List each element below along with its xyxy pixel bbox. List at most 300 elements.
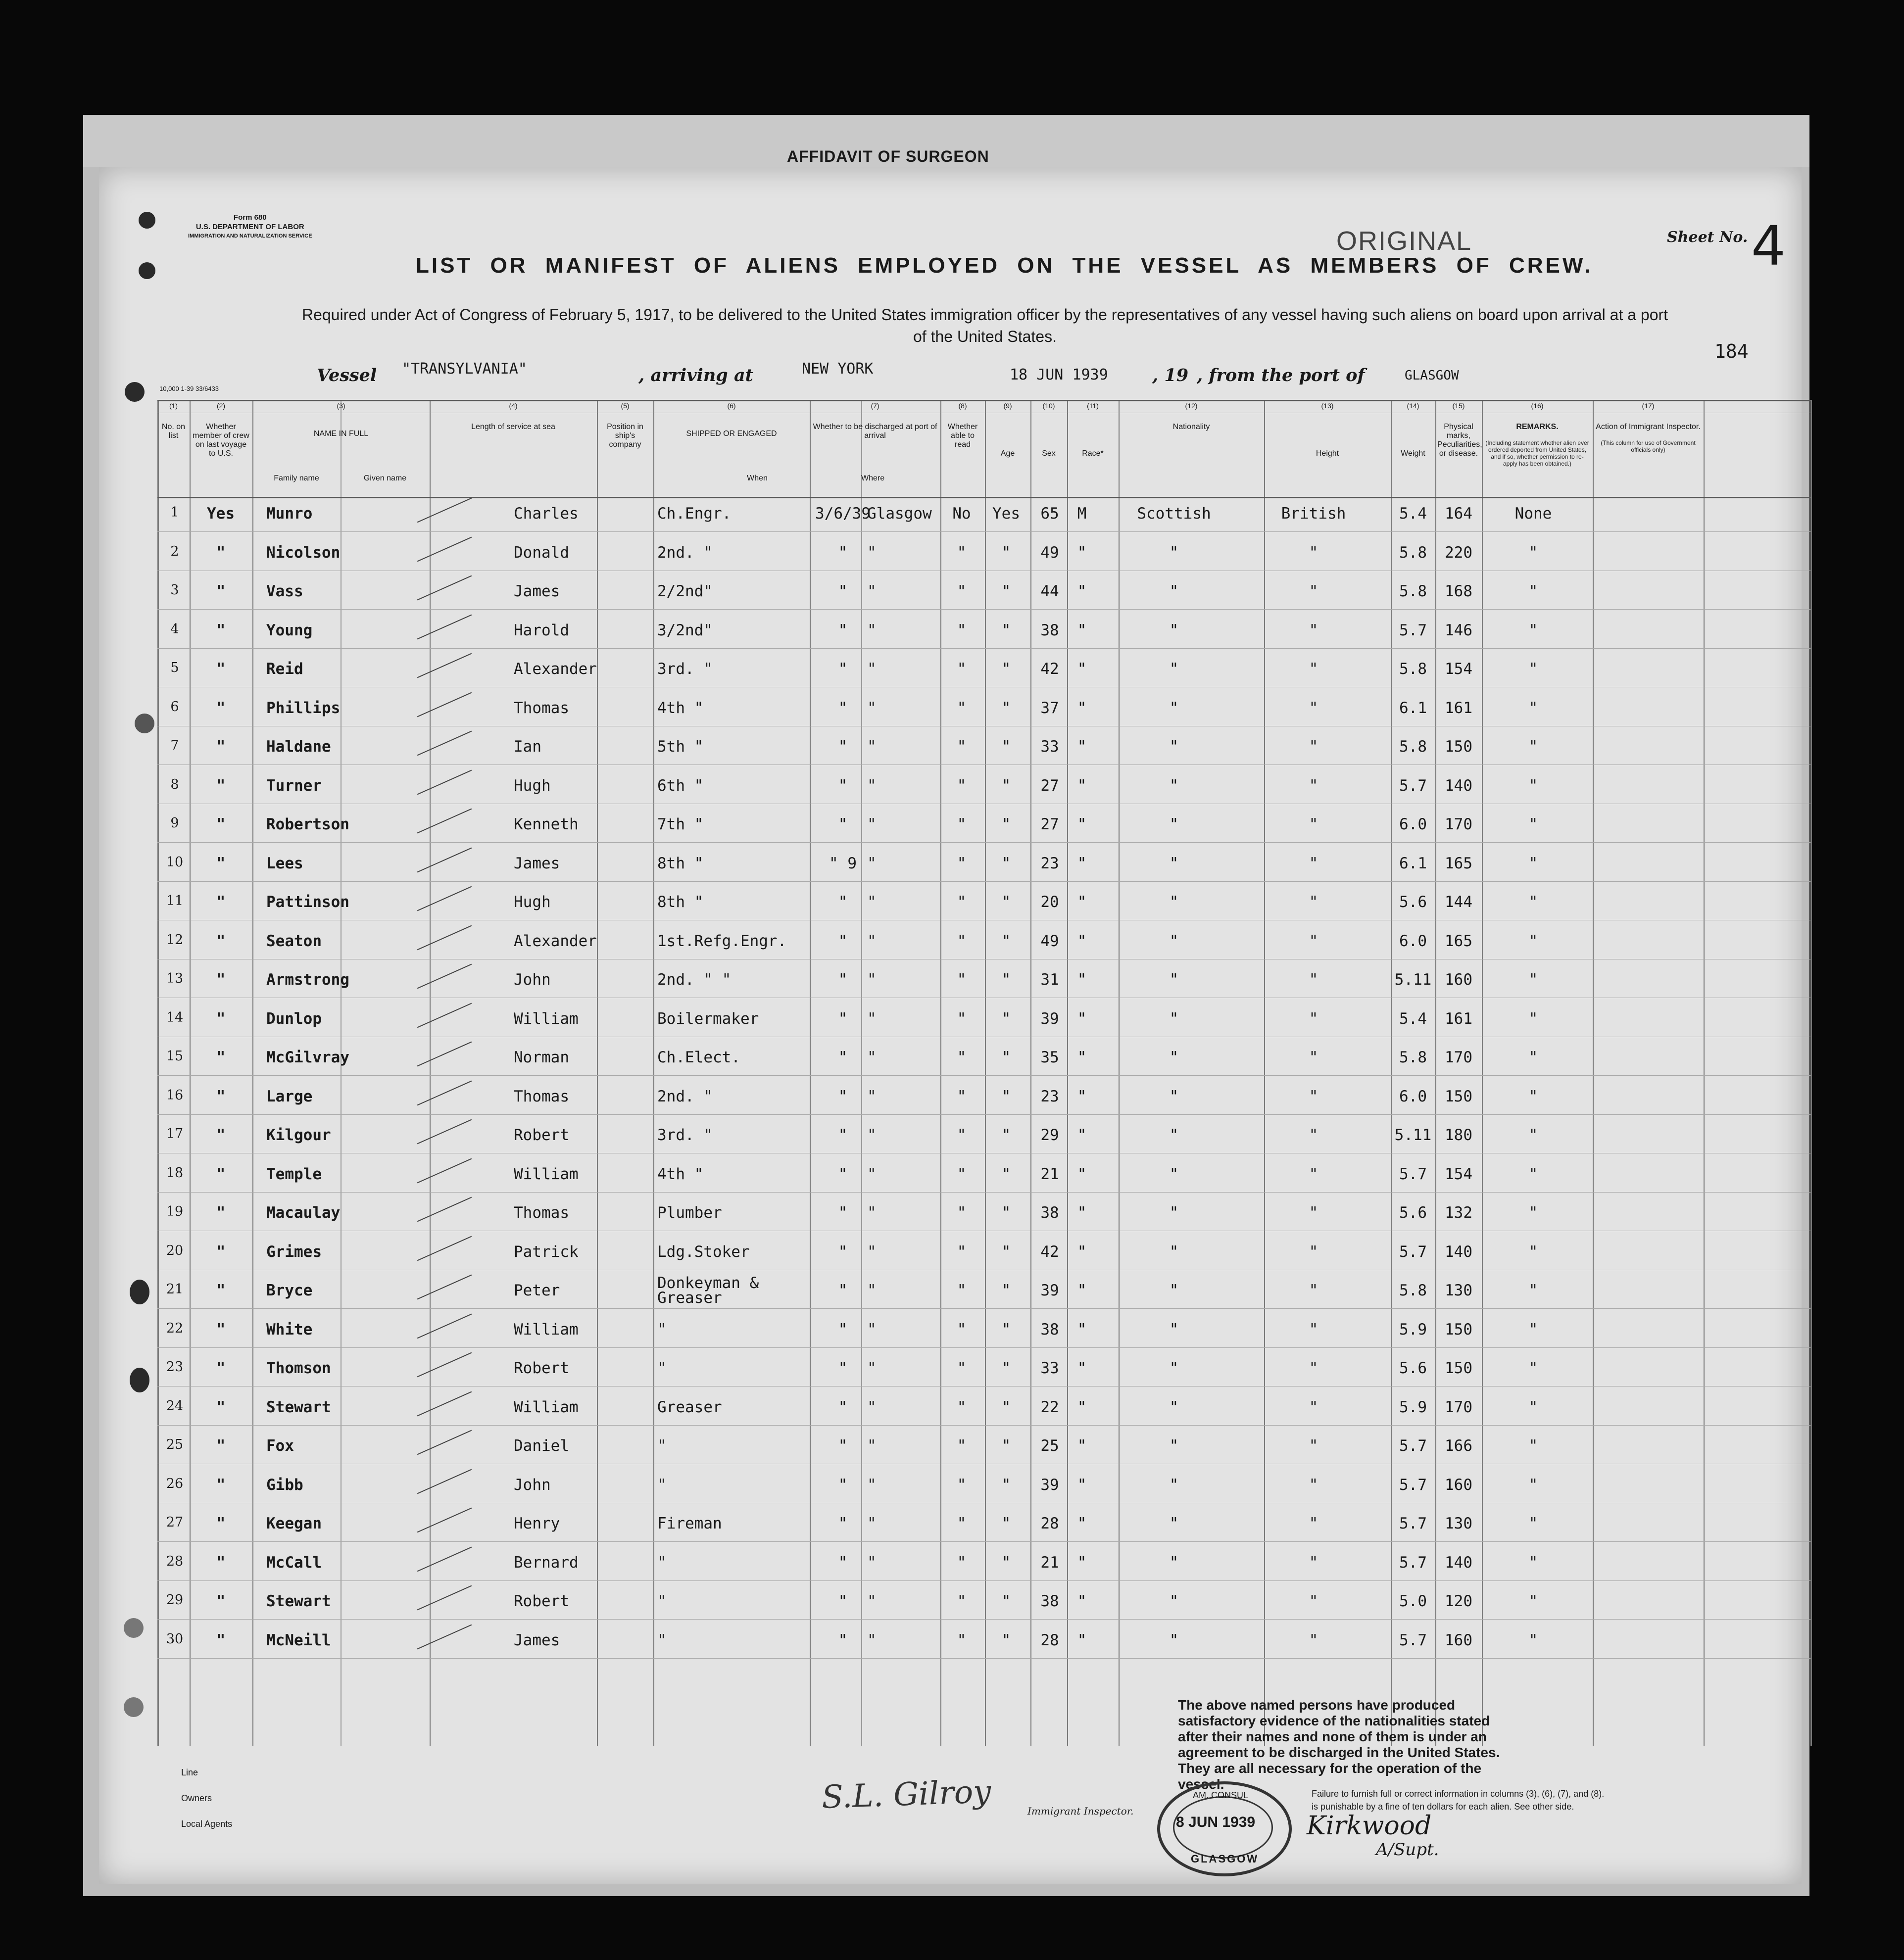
cell-race: Scottish bbox=[1137, 505, 1211, 523]
cell-when: " bbox=[838, 1009, 848, 1028]
cell-marks: " bbox=[1528, 1359, 1538, 1377]
page-subtitle: Required under Act of Congress of February 5, 1917, to be delivered to the United States immigration officer by the representatives of any vessel having such aliens on board upon arrival at a port of the United States. bbox=[301, 306, 1668, 345]
cell-given: Thomas bbox=[514, 1087, 569, 1105]
column-note: (Including statement whether alien ever ordered deported from United States, and if so, whether permission to re-apply has been obtained.) bbox=[1485, 439, 1589, 467]
column-header: Weight bbox=[1401, 449, 1425, 458]
cell-age: 42 bbox=[1040, 1243, 1059, 1261]
cell-given: James bbox=[514, 1631, 560, 1649]
binder-hole bbox=[139, 262, 155, 279]
cell-read: " bbox=[1001, 1165, 1011, 1183]
cell-no: 4 bbox=[170, 621, 179, 637]
row-rule bbox=[157, 1541, 1810, 1542]
cell-position: 8th " bbox=[657, 893, 704, 911]
cell-height: 5.7 bbox=[1399, 1437, 1427, 1455]
cell-last: " bbox=[216, 1553, 226, 1572]
arriving-port: NEW YORK bbox=[802, 360, 874, 378]
cell-weight: 140 bbox=[1445, 776, 1472, 795]
row-rule bbox=[157, 1580, 1810, 1581]
service-name: IMMIGRATION AND NATURALIZATION SERVICE bbox=[188, 233, 312, 239]
cell-nat: " bbox=[1309, 1243, 1318, 1261]
cell-given: William bbox=[514, 1320, 579, 1339]
vessel-label: Vessel bbox=[317, 365, 377, 385]
cell-age: 38 bbox=[1040, 1320, 1059, 1339]
column-number: (9) bbox=[1003, 402, 1012, 410]
superintendent-title: A/Supt. bbox=[1376, 1840, 1439, 1860]
cell-where: " bbox=[867, 699, 877, 717]
column-number: (11) bbox=[1087, 402, 1099, 410]
cell-no: 19 bbox=[166, 1204, 184, 1219]
cell-position: " bbox=[657, 1359, 667, 1377]
cell-race: " bbox=[1169, 1359, 1179, 1377]
cell-sex: " bbox=[1077, 971, 1087, 989]
year-label: , 19 bbox=[1152, 365, 1189, 385]
cell-nat: " bbox=[1309, 1049, 1318, 1066]
cell-age: 39 bbox=[1040, 1009, 1059, 1028]
cell-family: Turner bbox=[266, 776, 322, 795]
cell-age: 21 bbox=[1040, 1553, 1059, 1572]
column-header: Race* bbox=[1082, 449, 1104, 458]
column-number: (10) bbox=[1042, 402, 1055, 410]
cell-sex: " bbox=[1077, 1087, 1087, 1105]
cell-last: " bbox=[216, 932, 226, 950]
cell-position: Greaser bbox=[657, 1398, 722, 1416]
cell-marks: " bbox=[1528, 1126, 1538, 1144]
column-header: Height bbox=[1316, 449, 1339, 458]
cell-when: " bbox=[838, 893, 848, 911]
cell-position: Donkeyman & Greaser bbox=[657, 1274, 759, 1307]
cell-last: " bbox=[216, 854, 226, 872]
cell-position: 3rd. " bbox=[657, 660, 713, 678]
cell-read: " bbox=[1001, 1320, 1011, 1339]
row-rule bbox=[157, 531, 1810, 532]
cell-position: 2/2nd" bbox=[657, 582, 713, 600]
cell-race: " bbox=[1169, 815, 1179, 833]
cell-marks: " bbox=[1528, 815, 1538, 833]
cell-no: 30 bbox=[166, 1631, 184, 1647]
cell-sex: " bbox=[1077, 582, 1087, 600]
cell-where: " bbox=[867, 776, 877, 795]
arriving-label: , arriving at bbox=[638, 365, 753, 385]
cell-family: Kilgour bbox=[266, 1126, 331, 1144]
cell-weight: 140 bbox=[1445, 1553, 1472, 1572]
cell-last: " bbox=[216, 1437, 226, 1455]
binder-hole bbox=[125, 382, 145, 402]
cell-read: " bbox=[1001, 1359, 1011, 1377]
cell-given: Daniel bbox=[514, 1437, 569, 1455]
stamp-date: 8 JUN 1939 bbox=[1176, 1814, 1256, 1830]
cell-read: " bbox=[1001, 1243, 1011, 1261]
cell-age: 38 bbox=[1040, 621, 1059, 639]
affirmation-text: The above named persons have produced satisfactory evidence of the nationalities stated after their names and none of them is under an agreement to be discharged in the United States. They are all necessary for the operation of the vessel. bbox=[1178, 1697, 1500, 1792]
cell-family: Vass bbox=[266, 582, 303, 600]
cell-when: " bbox=[838, 776, 848, 795]
cell-no: 6 bbox=[170, 699, 179, 715]
cell-family: McCall bbox=[266, 1553, 322, 1572]
cell-given: Thomas bbox=[514, 699, 569, 717]
cell-race: " bbox=[1169, 1592, 1179, 1610]
cell-last: " bbox=[216, 1476, 226, 1494]
cell-position: 6th " bbox=[657, 776, 704, 795]
cell-marks: " bbox=[1528, 776, 1538, 795]
column-header: NAME IN FULL bbox=[313, 430, 369, 438]
cell-nat: " bbox=[1309, 815, 1318, 833]
arrival-date: 18 JUN 1939 bbox=[1010, 366, 1108, 383]
cell-sex: " bbox=[1077, 1204, 1087, 1222]
cell-age: 27 bbox=[1040, 815, 1059, 833]
cell-weight: 144 bbox=[1445, 893, 1472, 911]
cell-height: 5.9 bbox=[1399, 1320, 1427, 1339]
column-note: (This column for use of Government officials only) bbox=[1601, 439, 1696, 453]
cell-age: 31 bbox=[1040, 971, 1059, 989]
cell-age: 42 bbox=[1040, 660, 1059, 678]
cell-family: Macaulay bbox=[266, 1204, 341, 1222]
cell-last: " bbox=[216, 1631, 226, 1649]
cell-read: " bbox=[1001, 854, 1011, 872]
cell-age: 33 bbox=[1040, 1359, 1059, 1377]
cell-family: McNeill bbox=[266, 1631, 331, 1649]
cell-weight: 161 bbox=[1445, 699, 1472, 717]
penalty-notice bbox=[1312, 1787, 1604, 1813]
cell-race: " bbox=[1169, 738, 1179, 756]
cell-position: 2nd. " bbox=[657, 1087, 713, 1105]
cell-dis: " bbox=[957, 932, 967, 950]
cell-read: " bbox=[1001, 621, 1011, 639]
cell-marks: " bbox=[1528, 932, 1538, 950]
owners-label: Owners bbox=[181, 1793, 212, 1803]
cell-dis: " bbox=[957, 1165, 967, 1183]
superintendent-signature: Kirkwood bbox=[1307, 1811, 1432, 1841]
cell-when: " bbox=[838, 1165, 848, 1183]
cell-where: " bbox=[867, 1243, 877, 1261]
cell-nat: " bbox=[1309, 1398, 1318, 1416]
cell-last: " bbox=[216, 738, 226, 756]
cell-race: " bbox=[1169, 1437, 1179, 1455]
cell-race: " bbox=[1169, 1553, 1179, 1572]
cell-dis: " bbox=[957, 1049, 967, 1066]
cell-weight: 170 bbox=[1445, 1049, 1472, 1066]
row-rule bbox=[157, 648, 1810, 649]
cell-nat: " bbox=[1309, 660, 1318, 678]
cell-no: 8 bbox=[170, 776, 179, 792]
cell-read: " bbox=[1001, 1515, 1011, 1532]
cell-sex: " bbox=[1077, 1009, 1087, 1028]
cell-weight: 132 bbox=[1445, 1204, 1472, 1222]
binder-hole bbox=[130, 1280, 149, 1304]
cell-race: " bbox=[1169, 1476, 1179, 1494]
cell-marks: " bbox=[1528, 1437, 1538, 1455]
cell-last: " bbox=[216, 1398, 226, 1416]
cell-no: 29 bbox=[166, 1592, 184, 1608]
cell-weight: 130 bbox=[1445, 1282, 1472, 1299]
cell-given: Thomas bbox=[514, 1204, 569, 1222]
cell-no: 24 bbox=[166, 1398, 184, 1414]
cell-nat: " bbox=[1309, 621, 1318, 639]
cell-height: 6.1 bbox=[1399, 699, 1427, 717]
cell-race: " bbox=[1169, 660, 1179, 678]
cell-where: " bbox=[867, 1049, 877, 1066]
cell-dis: No bbox=[952, 505, 971, 523]
cell-position: " bbox=[657, 1476, 667, 1494]
cell-dis: " bbox=[957, 1320, 967, 1339]
cell-marks: " bbox=[1528, 543, 1538, 562]
cell-race: " bbox=[1169, 1398, 1179, 1416]
cell-position: 1st.Refg.Engr. bbox=[657, 932, 787, 950]
sheet-no-label: Sheet No. bbox=[1667, 229, 1748, 246]
cell-weight: 150 bbox=[1445, 1320, 1472, 1339]
shipped-subdivider bbox=[861, 400, 862, 1746]
cell-given: Henry bbox=[514, 1515, 560, 1532]
cell-family: Grimes bbox=[266, 1243, 322, 1261]
cell-age: 49 bbox=[1040, 543, 1059, 562]
cell-last: " bbox=[216, 776, 226, 795]
binder-hole bbox=[139, 212, 155, 229]
cell-weight: 220 bbox=[1445, 543, 1472, 562]
cell-dis: " bbox=[957, 1631, 967, 1649]
column-header: Action of Immigrant Inspector. bbox=[1596, 423, 1701, 431]
cell-nat: " bbox=[1309, 1476, 1318, 1494]
cell-read: " bbox=[1001, 1592, 1011, 1610]
cell-given: John bbox=[514, 1476, 551, 1494]
cell-read: " bbox=[1001, 1204, 1011, 1222]
column-header: Position in ship's company bbox=[607, 423, 643, 449]
column-subheader: When bbox=[747, 474, 768, 482]
cell-where: " bbox=[867, 854, 877, 872]
cell-nat: " bbox=[1309, 1009, 1318, 1028]
cell-given: Peter bbox=[514, 1282, 560, 1299]
cell-race: " bbox=[1169, 971, 1179, 989]
cell-last: " bbox=[216, 582, 226, 600]
cell-given: Donald bbox=[514, 543, 569, 562]
column-number: (8) bbox=[958, 402, 967, 410]
column-rule bbox=[190, 400, 191, 1746]
cell-last: " bbox=[216, 1165, 226, 1183]
row-rule bbox=[157, 1658, 1810, 1659]
cell-nat: " bbox=[1309, 971, 1318, 989]
cell-when: " bbox=[838, 1087, 848, 1105]
cell-height: 5.6 bbox=[1399, 1204, 1427, 1222]
cell-family: Seaton bbox=[266, 932, 322, 950]
row-rule bbox=[157, 881, 1810, 882]
department-name: U.S. DEPARTMENT OF LABOR bbox=[195, 223, 304, 231]
cell-weight: 161 bbox=[1445, 1009, 1472, 1028]
cell-when: " bbox=[838, 1398, 848, 1416]
cell-read: Yes bbox=[992, 505, 1020, 523]
column-number: (3) bbox=[337, 402, 345, 410]
cell-race: " bbox=[1169, 1165, 1179, 1183]
cell-family: Armstrong bbox=[266, 971, 349, 989]
column-header: No. on list bbox=[161, 423, 186, 440]
cell-race: " bbox=[1169, 621, 1179, 639]
cell-age: 39 bbox=[1040, 1476, 1059, 1494]
row-rule bbox=[157, 1425, 1810, 1426]
cell-sex: " bbox=[1077, 1398, 1087, 1416]
binder-hole bbox=[130, 1368, 149, 1392]
cell-nat: " bbox=[1309, 1087, 1318, 1105]
cell-read: " bbox=[1001, 815, 1011, 833]
cell-weight: 160 bbox=[1445, 1476, 1472, 1494]
column-rule bbox=[1435, 400, 1436, 1746]
cell-where: " bbox=[867, 621, 877, 639]
cell-read: " bbox=[1001, 1009, 1011, 1028]
cell-height: 5.8 bbox=[1399, 660, 1427, 678]
cell-sex: " bbox=[1077, 815, 1087, 833]
cell-last: " bbox=[216, 1359, 226, 1377]
column-rule bbox=[1482, 400, 1483, 1746]
cell-weight: 170 bbox=[1445, 1398, 1472, 1416]
cell-marks: " bbox=[1528, 854, 1538, 872]
cell-family: Thomson bbox=[266, 1359, 331, 1377]
column-subheader: Family name bbox=[274, 474, 319, 482]
cell-read: " bbox=[1001, 971, 1011, 989]
cell-given: Hugh bbox=[514, 893, 551, 911]
column-header: REMARKS. bbox=[1516, 423, 1559, 431]
cell-given: Alexander bbox=[514, 932, 597, 950]
cell-last: " bbox=[216, 1087, 226, 1105]
cell-no: 16 bbox=[166, 1087, 184, 1103]
inspector-signature: S.L. Gilroy bbox=[821, 1773, 992, 1816]
cell-age: 25 bbox=[1040, 1437, 1059, 1455]
stamp-city: GLASGOW bbox=[1191, 1853, 1259, 1865]
stamp-top-text: AM. CONSUL bbox=[1193, 1790, 1249, 1800]
cell-where: " bbox=[867, 893, 877, 911]
from-label: , from the port of bbox=[1197, 365, 1365, 385]
cell-position: Ldg.Stoker bbox=[657, 1243, 750, 1261]
cell-when: " 9 bbox=[829, 854, 857, 872]
row-rule bbox=[157, 842, 1810, 843]
cell-when: " bbox=[838, 699, 848, 717]
cell-given: Charles bbox=[514, 505, 579, 523]
cell-dis: " bbox=[957, 699, 967, 717]
cell-nat: " bbox=[1309, 1631, 1318, 1649]
cell-no: 17 bbox=[166, 1126, 184, 1142]
cell-age: 23 bbox=[1040, 1087, 1059, 1105]
cell-where: " bbox=[867, 1515, 877, 1532]
cell-height: 5.8 bbox=[1399, 1049, 1427, 1066]
cell-nat: " bbox=[1309, 699, 1318, 717]
row-rule bbox=[157, 1075, 1810, 1076]
cell-sex: " bbox=[1077, 1126, 1087, 1144]
form-number: Form 680 bbox=[233, 213, 267, 222]
cell-position: 2nd. " bbox=[657, 543, 713, 562]
cell-given: John bbox=[514, 971, 551, 989]
cell-last: " bbox=[216, 660, 226, 678]
binder-hole bbox=[124, 1618, 144, 1638]
cell-height: 5.7 bbox=[1399, 621, 1427, 639]
cell-nat: " bbox=[1309, 1165, 1318, 1183]
cell-last: " bbox=[216, 1204, 226, 1222]
cell-no: 27 bbox=[166, 1515, 184, 1530]
cell-given: Harold bbox=[514, 621, 569, 639]
cell-weight: 170 bbox=[1445, 815, 1472, 833]
cell-when: " bbox=[838, 1243, 848, 1261]
cell-read: " bbox=[1001, 1126, 1011, 1144]
cell-nat: " bbox=[1309, 893, 1318, 911]
cell-position: 7th " bbox=[657, 815, 704, 833]
cell-height: 6.0 bbox=[1399, 815, 1427, 833]
cell-race: " bbox=[1169, 1631, 1179, 1649]
cell-family: Bryce bbox=[266, 1282, 313, 1299]
cell-nat: " bbox=[1309, 1282, 1318, 1299]
cell-family: Robertson bbox=[266, 815, 349, 833]
cell-read: " bbox=[1001, 660, 1011, 678]
cell-nat: " bbox=[1309, 582, 1318, 600]
column-subheader: Where bbox=[861, 474, 885, 482]
column-number: (12) bbox=[1185, 402, 1198, 410]
cell-sex: " bbox=[1077, 1515, 1087, 1532]
cell-family: Large bbox=[266, 1087, 313, 1105]
penalty-line-2: is punishable by a fine of ten dollars for each alien. See other side. bbox=[1312, 1802, 1574, 1812]
cell-race: " bbox=[1169, 1282, 1179, 1299]
cell-sex: " bbox=[1077, 1320, 1087, 1339]
cell-age: 49 bbox=[1040, 932, 1059, 950]
cell-position: Ch.Elect. bbox=[657, 1049, 740, 1066]
cell-race: " bbox=[1169, 1515, 1179, 1532]
cell-position: 4th " bbox=[657, 699, 704, 717]
cell-weight: 130 bbox=[1445, 1515, 1472, 1532]
cell-no: 1 bbox=[170, 505, 179, 520]
cell-weight: 154 bbox=[1445, 1165, 1472, 1183]
cell-sex: " bbox=[1077, 1631, 1087, 1649]
cell-height: 5.9 bbox=[1399, 1398, 1427, 1416]
column-rule bbox=[430, 400, 431, 1746]
cell-sex: " bbox=[1077, 1243, 1087, 1261]
cell-where: " bbox=[867, 1320, 877, 1339]
cell-weight: 160 bbox=[1445, 971, 1472, 989]
cell-nat: " bbox=[1309, 776, 1318, 795]
cell-height: 5.7 bbox=[1399, 1243, 1427, 1261]
cell-last: " bbox=[216, 1592, 226, 1610]
cell-position: 2nd. " " bbox=[657, 971, 732, 989]
cell-given: Ian bbox=[514, 738, 541, 756]
cell-read: " bbox=[1001, 776, 1011, 795]
cell-race: " bbox=[1169, 582, 1179, 600]
cell-height: 5.4 bbox=[1399, 505, 1427, 523]
cell-weight: 165 bbox=[1445, 854, 1472, 872]
cell-last: " bbox=[216, 1320, 226, 1339]
cell-height: 5.4 bbox=[1399, 1009, 1427, 1028]
cell-nat: " bbox=[1309, 1437, 1318, 1455]
cell-last: " bbox=[216, 621, 226, 639]
cell-sex: " bbox=[1077, 1282, 1087, 1299]
cell-given: Robert bbox=[514, 1126, 569, 1144]
column-number: (15) bbox=[1452, 402, 1465, 410]
cell-weight: 146 bbox=[1445, 621, 1472, 639]
cell-marks: " bbox=[1528, 660, 1538, 678]
cell-weight: 150 bbox=[1445, 1087, 1472, 1105]
penalty-line-1: Failure to furnish full or correct information in columns (3), (6), (7), and (8). bbox=[1312, 1789, 1605, 1799]
cell-weight: 165 bbox=[1445, 932, 1472, 950]
cell-last: " bbox=[216, 1049, 226, 1066]
cell-where: " bbox=[867, 543, 877, 562]
cell-when: " bbox=[838, 1592, 848, 1610]
cell-where: " bbox=[867, 1359, 877, 1377]
cell-no: 26 bbox=[166, 1476, 184, 1491]
cell-dis: " bbox=[957, 815, 967, 833]
cell-family: Nicolson bbox=[266, 543, 341, 562]
cell-height: 5.7 bbox=[1399, 1165, 1427, 1183]
cell-sex: " bbox=[1077, 1049, 1087, 1066]
cell-sex: " bbox=[1077, 1553, 1087, 1572]
cell-family: Reid bbox=[266, 660, 303, 678]
cell-position: Fireman bbox=[657, 1515, 722, 1532]
cell-race: " bbox=[1169, 1320, 1179, 1339]
cell-dis: " bbox=[957, 1592, 967, 1610]
cell-read: " bbox=[1001, 543, 1011, 562]
row-rule bbox=[157, 1192, 1810, 1193]
cell-weight: 164 bbox=[1445, 505, 1472, 523]
row-rule bbox=[157, 1347, 1810, 1348]
cell-weight: 160 bbox=[1445, 1631, 1472, 1649]
